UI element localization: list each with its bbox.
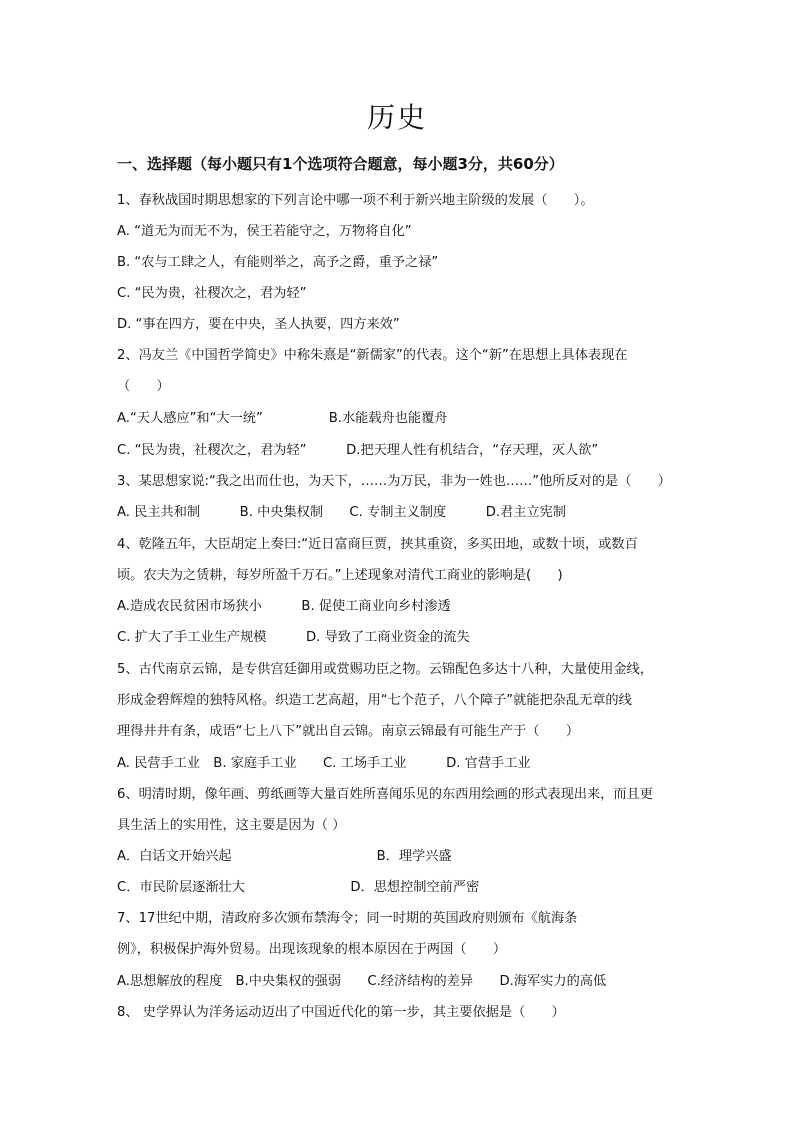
- section-heading: 一、选择题（每小题只有1个选项符合题意，每小题3分，共60分）: [117, 155, 564, 173]
- question-1-option-d: D. “事在四方，要在中央，圣人执要，四方来效”: [117, 317, 400, 332]
- question-3-options: A. 民主共和制 B. 中央集权制 C. 专制主义制度 D.君主立宪制: [117, 505, 566, 520]
- question-1-option-b: B. “农与工肆之人，有能则举之，高予之爵，重予之禄”: [117, 255, 439, 270]
- question-4-options-cd: C. 扩大了手工业生产规模 D. 导致了工商业资金的流失: [117, 630, 470, 645]
- question-3-stem: 3、某思想家说:“我之出而仕也，为天下，……为万民，非为一姓也……”他所反对的是（ ）: [117, 474, 671, 489]
- question-6-stem: 6、明清时期，像年画、剪纸画等大量百姓所喜闻乐见的东西用绘画的形式表现出来，而且更: [117, 787, 653, 802]
- question-1-option-c: C. “民为贵，社稷次之，君为轻”: [117, 286, 307, 301]
- question-5-stem-cont-2: 理得井井有条，成语“七上八下”就出自云锦。南京云锦最有可能生产于（ ）: [117, 724, 580, 739]
- question-4-stem-cont: 顷。农夫为之赁耕，每岁所盈千万石。”上述现象对清代工商业的影响是( ): [117, 568, 563, 583]
- question-2-options-cd: C. “民为贵，社稷次之，君为轻” D.把天理人性有机结合，“存天理，灭人欲”: [117, 443, 599, 458]
- question-5-stem-cont-1: 形成金碧辉煌的独特风格。织造工艺高超，用“七个范子，八个障子”就能把杂乱无章的线: [117, 693, 632, 708]
- question-8-stem: 8、 史学界认为洋务运动迈出了中国近代化的第一步，其主要依据是（ ）: [117, 1005, 565, 1020]
- question-2-stem-cont: （ ）: [117, 379, 170, 394]
- question-6-options-ab: A．白话文开始兴起 B．理学兴盛: [117, 849, 452, 864]
- question-5-stem: 5、古代南京云锦，是专供宫廷御用或赏赐功臣之物。云锦配色多达十八种，大量使用金线，: [117, 662, 653, 677]
- question-6-stem-cont: 具生活上的实用性，这主要是因为（ ）: [117, 818, 346, 833]
- question-4-stem: 4、乾隆五年，大臣胡定上奏曰:“近日富商巨贾，挟其重资，多买田地，或数十顷，或数百: [117, 537, 638, 552]
- question-1-option-a: A. “道无为而无不为，侯王若能守之，万物将自化”: [117, 224, 412, 239]
- question-2-options-ab: A.“天人感应”和“大一统” B.水能载舟也能覆舟: [117, 411, 448, 426]
- page-title: 历史: [366, 101, 427, 134]
- question-2-stem: 2、冯友兰《中国哲学简史》中称朱熹是“新儒家”的代表。这个“新”在思想上具体表现在: [117, 348, 628, 363]
- question-7-stem: 7、17世纪中期，清政府多次颁布禁海令；同一时期的英国政府则颁布《航海条: [117, 911, 578, 926]
- question-4-options-ab: A.造成农民贫困市场狭小 B. 促使工商业向乡村渗透: [117, 599, 451, 614]
- question-7-options: A.思想解放的程度 B.中央集权的强弱 C.经济结构的差异 D.海军实力的高低: [117, 974, 607, 989]
- question-1-stem: 1、春秋战国时期思想家的下列言论中哪一项不利于新兴地主阶级的发展（ ）。: [117, 193, 594, 208]
- question-7-stem-cont: 例》，积极保护海外贸易。出现该现象的根本原因在于两国（ ）: [117, 942, 507, 957]
- question-6-options-cd: C．市民阶层逐渐壮大 D．思想控制空前严密: [117, 880, 480, 895]
- question-5-options: A. 民营手工业 B. 家庭手工业 C. 工场手工业 D. 官营手工业: [117, 756, 531, 771]
